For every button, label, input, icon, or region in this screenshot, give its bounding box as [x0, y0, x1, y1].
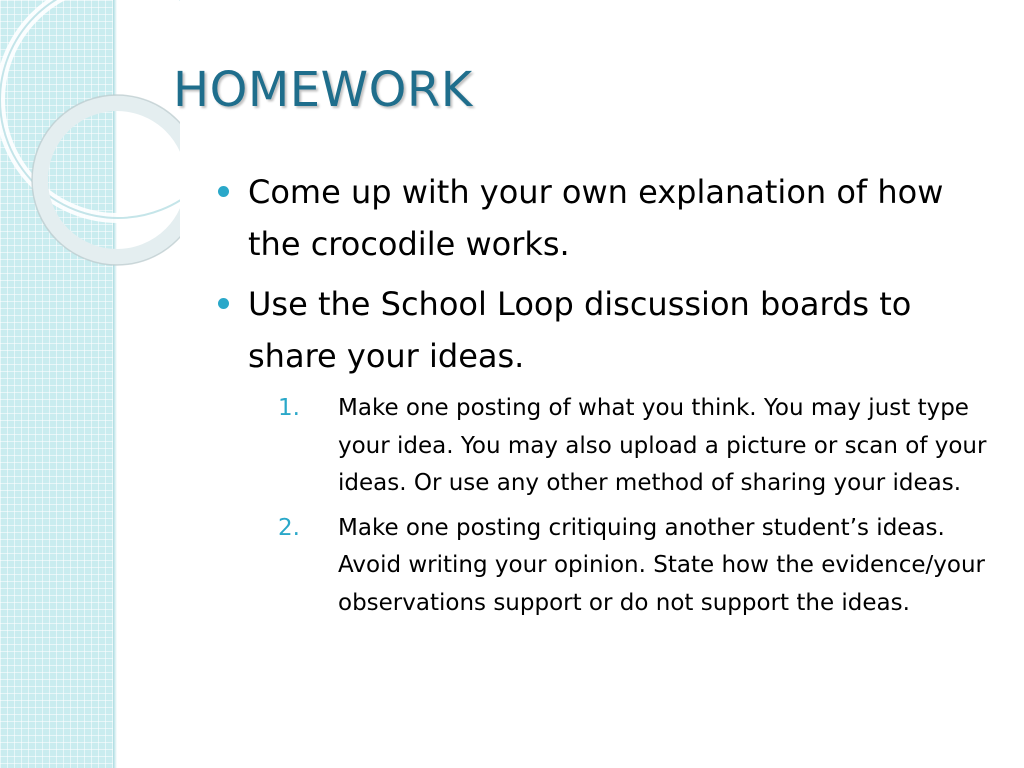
bullet-text: Use the School Loop discussion boards to share your ideas.: [248, 285, 912, 375]
bullet-item: [212, 278, 1002, 382]
slide-title: HOMEWORK: [173, 62, 473, 118]
bullet-item: [212, 166, 1002, 270]
bullet-icon: [218, 186, 229, 197]
item-number: 1.: [278, 395, 300, 421]
numbered-list: [212, 390, 1002, 622]
numbered-item: [212, 510, 1002, 623]
decorative-rings: [0, 0, 180, 300]
item-number: 2.: [278, 514, 300, 541]
slide-body: [212, 166, 1002, 629]
bullet-text: Come up with your own explanation of how the crocodile works.: [248, 173, 944, 263]
item-text: Make one posting of what you think. You may just type your idea. You may also upload a picture or scan of your ideas. Or use any other method of sharing your ideas.: [338, 395, 987, 496]
numbered-item: [212, 390, 1002, 503]
bullet-icon: [218, 298, 229, 309]
item-text: Make one posting critiquing another student’s ideas. Avoid writing your opinion. State how the evidence/your observations support or do not support the ideas.: [338, 514, 986, 616]
